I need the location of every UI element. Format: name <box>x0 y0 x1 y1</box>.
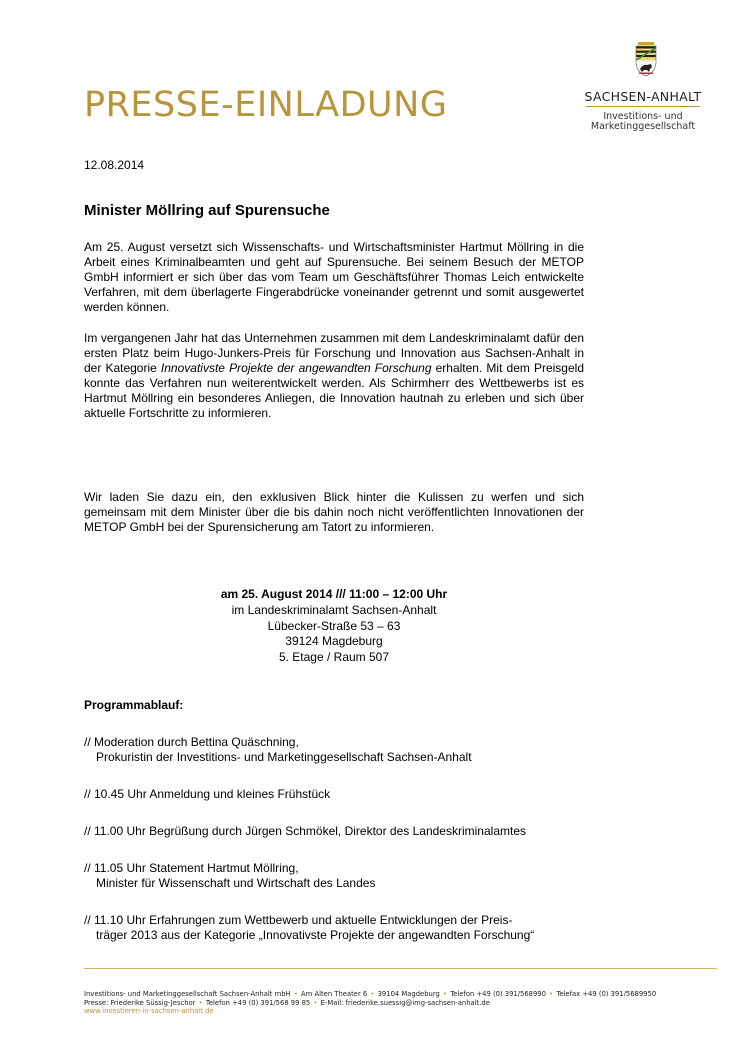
footer-press-phone: Telefon +49 (0) 391/568 99 85 <box>205 998 311 1007</box>
press-date: 12.08.2014 <box>84 158 145 172</box>
event-room: 5. Etage / Raum 507 <box>278 650 390 665</box>
logo-name: SACHSEN-ANHALT <box>584 89 702 104</box>
footer-fax: Telefax +49 (0) 391/5689950 <box>556 990 657 998</box>
event-street: Lübecker-Straße 53 – 63 <box>267 618 401 633</box>
footer-divider <box>84 968 717 969</box>
paragraph-award <box>84 331 584 421</box>
event-details <box>84 587 584 666</box>
footer-press-email[interactable]: E-Mail: friederike.suessig@img-sachsen-anhalt.de <box>320 998 490 1007</box>
sachsen-anhalt-crest-icon <box>634 42 658 76</box>
program-item-detail: Minister für Wissenschaft und Wirtschaft des Landes <box>96 876 376 890</box>
headline: Minister Möllring auf Spurensuche <box>84 202 330 219</box>
program-item-line: // Moderation durch Bettina Quäschning, <box>84 735 299 749</box>
footer-city: 39104 Magdeburg <box>377 990 440 998</box>
program-item-detail: Prokuristin der Investitions- und Marketinggesellschaft Sachsen-Anhalt <box>96 750 472 764</box>
paragraph-intro: Am 25. August versetzt sich Wissenschafts- und Wirtschaftsminister Hartmut Möllring in die Arbeit eines Kriminalbeamten und geht auf Spurensuche. Bei seinem Besuch der METOP GmbH informiert er sich über das vom Team um Geschäftsführer Thomas Leich entwickelte Verfahren, mit dem überlagerte Fingerabdrücke voneinander getrennt und somit ausgewertet werden können. <box>84 240 584 314</box>
footer <box>84 990 724 1016</box>
program-item <box>84 913 644 943</box>
sachsen-anhalt-logo <box>578 42 708 142</box>
footer-separator: • <box>549 990 554 998</box>
program-item <box>84 787 644 802</box>
program-item-line: // 11.05 Uhr Statement Hartmut Möllring, <box>84 861 299 875</box>
program-item <box>84 861 644 891</box>
program-item-line: // 10.45 Uhr Anmeldung und kleines Frühstück <box>84 787 331 801</box>
page-title: PRESSE-EINLADUNG <box>84 85 448 125</box>
footer-separator: • <box>370 990 375 998</box>
footer-address: Am Alten Theater 6 <box>301 990 368 998</box>
footer-separator: • <box>443 990 448 998</box>
footer-line-3 <box>84 1007 724 1016</box>
program-item <box>84 735 644 765</box>
program-item-line: // 11.10 Uhr Erfahrungen zum Wettbewerb und aktuelle Entwicklungen der Preis- <box>84 913 513 927</box>
event-place: im Landeskriminalamt Sachsen-Anhalt <box>231 602 437 617</box>
program-title: Programmablauf: <box>84 698 184 712</box>
logo-subtitle-line-2: Marketinggesellschaft <box>590 121 696 132</box>
footer-separator: • <box>313 998 318 1007</box>
footer-company: Investitions- und Marketinggesellschaft Sachsen-Anhalt mbH <box>84 990 291 998</box>
footer-press-contact: Presse: Friederike Süssig-Jeschor <box>84 998 196 1007</box>
footer-separator: • <box>293 990 298 998</box>
event-datetime: am 25. August 2014 /// 11:00 – 12:00 Uhr <box>220 587 448 601</box>
award-category: Innovativste Projekte der angewandten Forschung <box>160 361 432 375</box>
logo-subtitle <box>578 112 708 132</box>
logo-divider <box>586 106 700 107</box>
footer-phone: Telefon +49 (0) 391/568990 <box>450 990 546 998</box>
paragraph-invitation: Wir laden Sie dazu ein, den exklusiven Blick hinter die Kulissen zu werfen und sich gemeinsam mit dem Minister über die bis dahin noch nicht veröffentlichten Innovationen der METOP GmbH bei der Spurensicherung am Tatort zu informieren. <box>84 490 584 534</box>
event-city: 39124 Magdeburg <box>285 634 383 649</box>
footer-line-2 <box>84 999 724 1008</box>
footer-line-1 <box>84 990 724 999</box>
program-item-detail: träger 2013 aus der Kategorie „Innovativste Projekte der angewandten Forschung“ <box>96 928 535 942</box>
logo-subtitle-line-1: Investitions- und <box>603 111 683 122</box>
footer-separator: • <box>198 998 203 1007</box>
program-item-line: // 11.00 Uhr Begrüßung durch Jürgen Schmökel, Direktor des Landeskriminalamtes <box>84 824 526 838</box>
paragraph-award-text-1: Im vergangenen Jahr hat das Unternehmen zusammen mit dem Landeskriminalamt dafür den ersten Platz beim Hugo-Junkers-Preis für Forschung und Innovation aus Sachsen-Anhalt in der Kategorie <box>84 331 584 375</box>
footer-website-link[interactable]: www.investieren-in-sachsen-anhalt.de <box>84 1007 214 1015</box>
program-item <box>84 824 644 839</box>
paragraph-award-text-2: erhalten. Mit dem Preisgeld konnte das Verfahren nun weiterentwickelt werden. Als Schirmherr des Wettbewerbs ist es Hartmut Möllring ein besonderes Anliegen, die Innovation hautnah zu erleben und sich über aktuelle Fortschritte zu informieren. <box>84 361 584 420</box>
